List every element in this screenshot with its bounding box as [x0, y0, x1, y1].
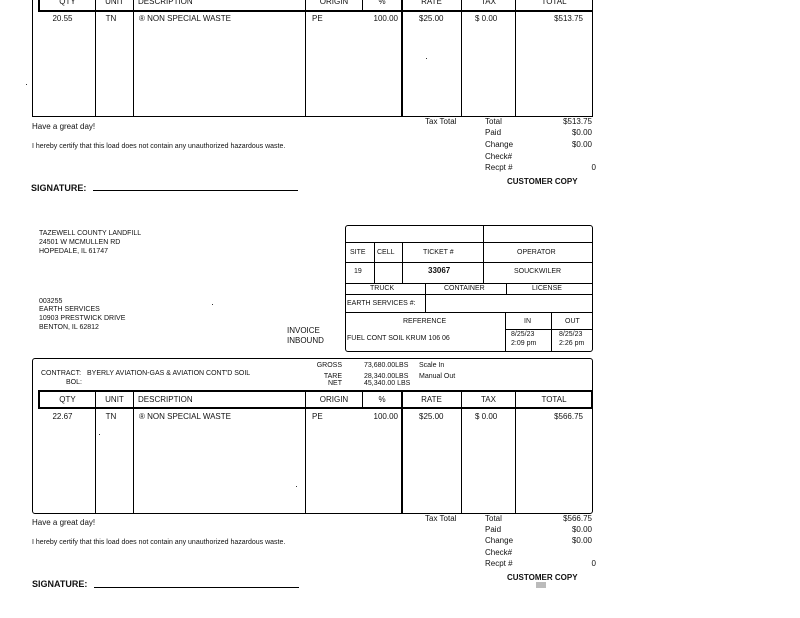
contract-label: CONTRACT:: [41, 370, 82, 377]
tax-total-label: Tax Total: [425, 514, 457, 523]
info-col-sep: [483, 225, 484, 283]
check-label: Check#: [485, 152, 513, 161]
info-col-sep: [505, 312, 506, 352]
customer-copy-label: CUSTOMER COPY: [507, 573, 578, 582]
net-value: 45,340.00 LBS: [364, 380, 411, 387]
receipt-label: Recpt #: [485, 163, 513, 172]
receipt-value: 0: [591, 559, 596, 568]
info-col-sep: [551, 312, 552, 352]
info-row-sep: [345, 242, 593, 243]
col-unit-header: UNIT: [105, 0, 124, 6]
certification-text: I hereby certify that this load does not contain any unauthorized hazardous waste.: [32, 143, 286, 150]
change-value: $0.00: [571, 536, 592, 545]
invoice-label: INVOICE: [287, 326, 320, 335]
info-row-sep: [505, 329, 593, 330]
signature-line: [93, 190, 298, 191]
net-label: NET: [328, 380, 342, 387]
line-unit: TN: [105, 14, 117, 23]
line-pct: 100.00: [373, 14, 398, 23]
site-label: SITE: [350, 249, 366, 256]
change-value: $0.00: [571, 140, 592, 149]
line-origin: PE: [312, 412, 323, 421]
site-value: 19: [354, 268, 362, 275]
tare-label: TARE: [323, 373, 342, 380]
col-qty-header: QTY: [59, 395, 76, 404]
paid-value: $0.00: [571, 525, 592, 534]
paid-label: Paid: [485, 128, 502, 137]
line-total: $513.75: [554, 14, 583, 23]
bol-label: BOL:: [66, 379, 82, 386]
operator-value: SOUCKWILER: [514, 268, 562, 275]
col-total-header: TOTAL: [541, 395, 567, 404]
table-1-col-sep: [515, 0, 516, 116]
line-pct: 100.00: [373, 412, 398, 421]
customer-city: BENTON, IL 62812: [39, 324, 99, 331]
speck: [212, 304, 213, 305]
speck: [26, 84, 27, 85]
col-origin-header: ORIGIN: [319, 0, 349, 6]
out-date: 8/25/23: [559, 331, 583, 338]
table-2-col-sep: [305, 390, 306, 514]
info-row-sep: [345, 294, 593, 295]
table-1-col-sep: [401, 0, 403, 116]
col-rate-header: RATE: [421, 0, 442, 6]
table-1-header-rule: [38, 10, 592, 12]
line-unit: TN: [105, 412, 117, 421]
table-2-col-sep: [95, 390, 96, 514]
table-2-col-sep: [515, 390, 516, 514]
out-label: OUT: [565, 318, 580, 325]
facility-street: 24501 W MCMULLEN RD: [39, 239, 121, 246]
speck: [99, 434, 100, 435]
signature-label: SIGNATURE:: [32, 579, 88, 589]
contract-value: BYERLY AVIATION-GAS & AVIATION CONT'D SOIL: [87, 370, 251, 377]
line-origin: PE: [312, 14, 323, 23]
col-tax-header: TAX: [481, 395, 496, 404]
facility-city: HOPEDALE, IL 61747: [39, 248, 109, 255]
check-label: Check#: [485, 548, 513, 557]
in-time: 2:09 pm: [511, 340, 537, 347]
info-col-sep: [425, 283, 426, 312]
info-row-sep: [345, 312, 593, 313]
facility-name: TAZEWELL COUNTY LANDFILL: [39, 230, 142, 237]
table-1-col-sep: [133, 0, 134, 116]
gross-label: GROSS: [316, 362, 342, 369]
in-date: 8/25/23: [511, 331, 535, 338]
out-time: 2:26 pm: [559, 340, 585, 347]
reference-value: FUEL CONT SOIL KRUM 106 06: [347, 335, 450, 342]
line-rate: $25.00: [419, 14, 444, 23]
ticket-number-label: TICKET #: [423, 249, 454, 256]
line-qty: 22.67: [52, 412, 73, 421]
tare-note: Manual Out: [419, 373, 456, 380]
signature-line: [94, 587, 299, 588]
signature-label: SIGNATURE:: [31, 183, 87, 193]
table-1-col-sep: [461, 0, 462, 116]
gross-value: 73,680.00LBS: [364, 362, 409, 369]
table-2-col-sep: [461, 390, 462, 514]
table-2-col-sep: [401, 390, 403, 514]
col-qty-header: QTY: [59, 0, 76, 6]
greeting: Have a great day!: [32, 518, 96, 527]
ticket-number: 33067: [428, 266, 451, 275]
table-1-border-bottom: [32, 116, 593, 117]
truck-label: TRUCK: [370, 285, 395, 292]
line-total: $566.75: [554, 412, 583, 421]
line-description: ® NON SPECIAL WASTE: [139, 412, 231, 421]
paid-label: Paid: [485, 525, 502, 534]
table-1-border-left: [32, 0, 33, 116]
certification-text: I hereby certify that this load does not contain any unauthorized hazardous waste.: [32, 539, 286, 546]
col-description-header: DESCRIPTION: [138, 395, 193, 404]
customer-copy-label: CUSTOMER COPY: [507, 177, 578, 186]
greeting: Have a great day!: [32, 122, 96, 131]
line-rate: $25.00: [419, 412, 444, 421]
smudge: [536, 582, 546, 588]
total-label: Total: [485, 117, 502, 126]
license-label: LICENSE: [532, 285, 562, 292]
customer-street: 10903 PRESTWICK DRIVE: [39, 315, 126, 322]
tare-value: 28,340.00LBS: [364, 373, 409, 380]
table-2-col-sep: [133, 390, 134, 514]
inbound-label: INBOUND: [287, 336, 324, 345]
table-1-col-sep: [305, 0, 306, 116]
line-qty: 20.55: [52, 14, 73, 23]
change-label: Change: [485, 536, 514, 545]
receipt-label: Recpt #: [485, 559, 513, 568]
customer-id: 003255: [39, 298, 63, 305]
receipt-value: 0: [591, 163, 596, 172]
total-value: $566.75: [563, 514, 592, 523]
paid-value: $0.00: [571, 128, 592, 137]
info-row-sep: [345, 283, 593, 284]
col-rate-header: RATE: [421, 395, 442, 404]
col-total-header: TOTAL: [541, 0, 567, 6]
col-origin-header: ORIGIN: [319, 395, 349, 404]
cell-label: CELL: [377, 249, 395, 256]
container-label: CONTAINER: [444, 285, 485, 292]
line-tax: $ 0.00: [475, 412, 498, 421]
line-description: ® NON SPECIAL WASTE: [139, 14, 231, 23]
total-value: $513.75: [563, 117, 592, 126]
tax-total-label: Tax Total: [425, 117, 457, 126]
gross-note: Scale In: [419, 362, 445, 369]
operator-label: OPERATOR: [517, 249, 556, 256]
speck: [426, 58, 427, 59]
truck-value: EARTH SERVICES #:: [347, 300, 416, 307]
col-tax-header: TAX: [481, 0, 496, 6]
total-label: Total: [485, 514, 502, 523]
col-pct-header: %: [378, 395, 386, 404]
change-label: Change: [485, 140, 514, 149]
reference-label: REFERENCE: [403, 318, 447, 325]
info-row-sep: [345, 262, 593, 263]
in-label: IN: [524, 318, 531, 325]
customer-name: EARTH SERVICES: [39, 306, 100, 313]
col-description-header: DESCRIPTION: [138, 0, 193, 6]
col-unit-header: UNIT: [105, 395, 124, 404]
info-col-sep: [506, 283, 507, 294]
table-1-border-right: [592, 0, 593, 116]
speck: [296, 486, 297, 487]
line-tax: $ 0.00: [475, 14, 498, 23]
col-pct-header: %: [378, 0, 386, 6]
